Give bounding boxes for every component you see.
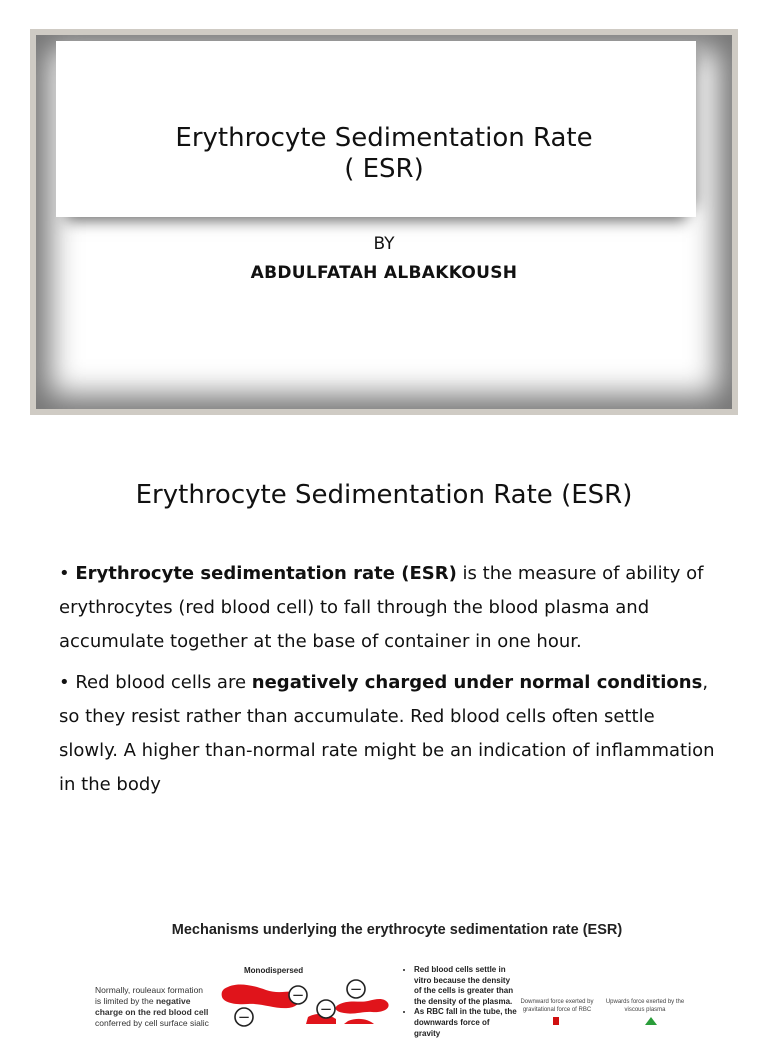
left-note-text: Normally, rouleaux formation is limited by the [95, 985, 204, 1006]
bullet-1-text: is the measure of ability of erythrocytes (red blood cell) to fall through the blood plasma and accumulate together at the base of container in one hour. [59, 563, 704, 652]
negative-charge-icon [289, 986, 307, 1004]
by-label: BY [373, 234, 395, 254]
right-note-1: • Red blood cells settle in vitro because the density of the cells is greater than the density of the plasma. [414, 965, 517, 1007]
figure-left-note [95, 985, 210, 1029]
svg-text:−: − [349, 980, 363, 998]
bullet-1-bold: Erythrocyte sedimentation rate (ESR) [75, 563, 457, 584]
down-arrow-icon [550, 1017, 562, 1025]
rbc-cell [344, 1019, 374, 1024]
left-note-text-end: conferred by cell surface sialic [95, 1018, 209, 1028]
left-note-bold: negative charge on the red blood cell [95, 996, 209, 1017]
bullet-item-1 [59, 557, 719, 659]
upward-force-label: Upwards force exerted by the viscous plasma [605, 999, 685, 1013]
svg-text:−: − [291, 986, 305, 1004]
bullet-2-text-start: Red blood cells are [75, 672, 252, 693]
rbc-illustration [218, 977, 403, 1024]
monodispersed-label: Monodispersed [244, 966, 304, 975]
svg-text:−: − [319, 1000, 333, 1018]
author-name: ABDULFATAH ALBAKKOUSH [250, 263, 518, 283]
negative-charge-icon [347, 980, 365, 998]
rbc-cell [336, 999, 389, 1014]
title-slide-heading [36, 123, 732, 185]
figure-title: Mechanisms underlying the erythrocyte sedimentation rate (ESR) [171, 922, 623, 938]
negative-charge-icon [317, 1000, 335, 1018]
figure-right-notes [405, 965, 517, 1039]
svg-text:−: − [237, 1008, 251, 1026]
up-arrow-icon [645, 1017, 657, 1025]
title-slide [30, 29, 738, 415]
bullet-list [59, 557, 719, 809]
right-note-2: • As RBC fall in the tube, the downwards force of gravity [414, 1007, 517, 1039]
content-slide-title: Erythrocyte Sedimentation Rate (ESR) [135, 480, 633, 510]
downward-force-label: Downward force exerted by gravitational force of RBC [520, 999, 594, 1013]
bullet-2-bold: negatively charged under normal conditions [251, 672, 703, 693]
bullet-2-text-end: , so they resist rather than accumulate. Red blood cells often settle slowly. A higher than-normal rate might be an indication of inflammation in the body [59, 672, 715, 795]
title-line-1: Erythrocyte Sedimentation Rate [175, 123, 593, 153]
title-line-2: ( ESR) [344, 154, 424, 184]
esr-mechanism-figure [92, 905, 702, 1038]
bullet-marker: • [59, 672, 76, 693]
negative-charge-icon [235, 1008, 253, 1026]
bullet-item-2 [59, 666, 719, 802]
bullet-marker: • [59, 563, 76, 584]
